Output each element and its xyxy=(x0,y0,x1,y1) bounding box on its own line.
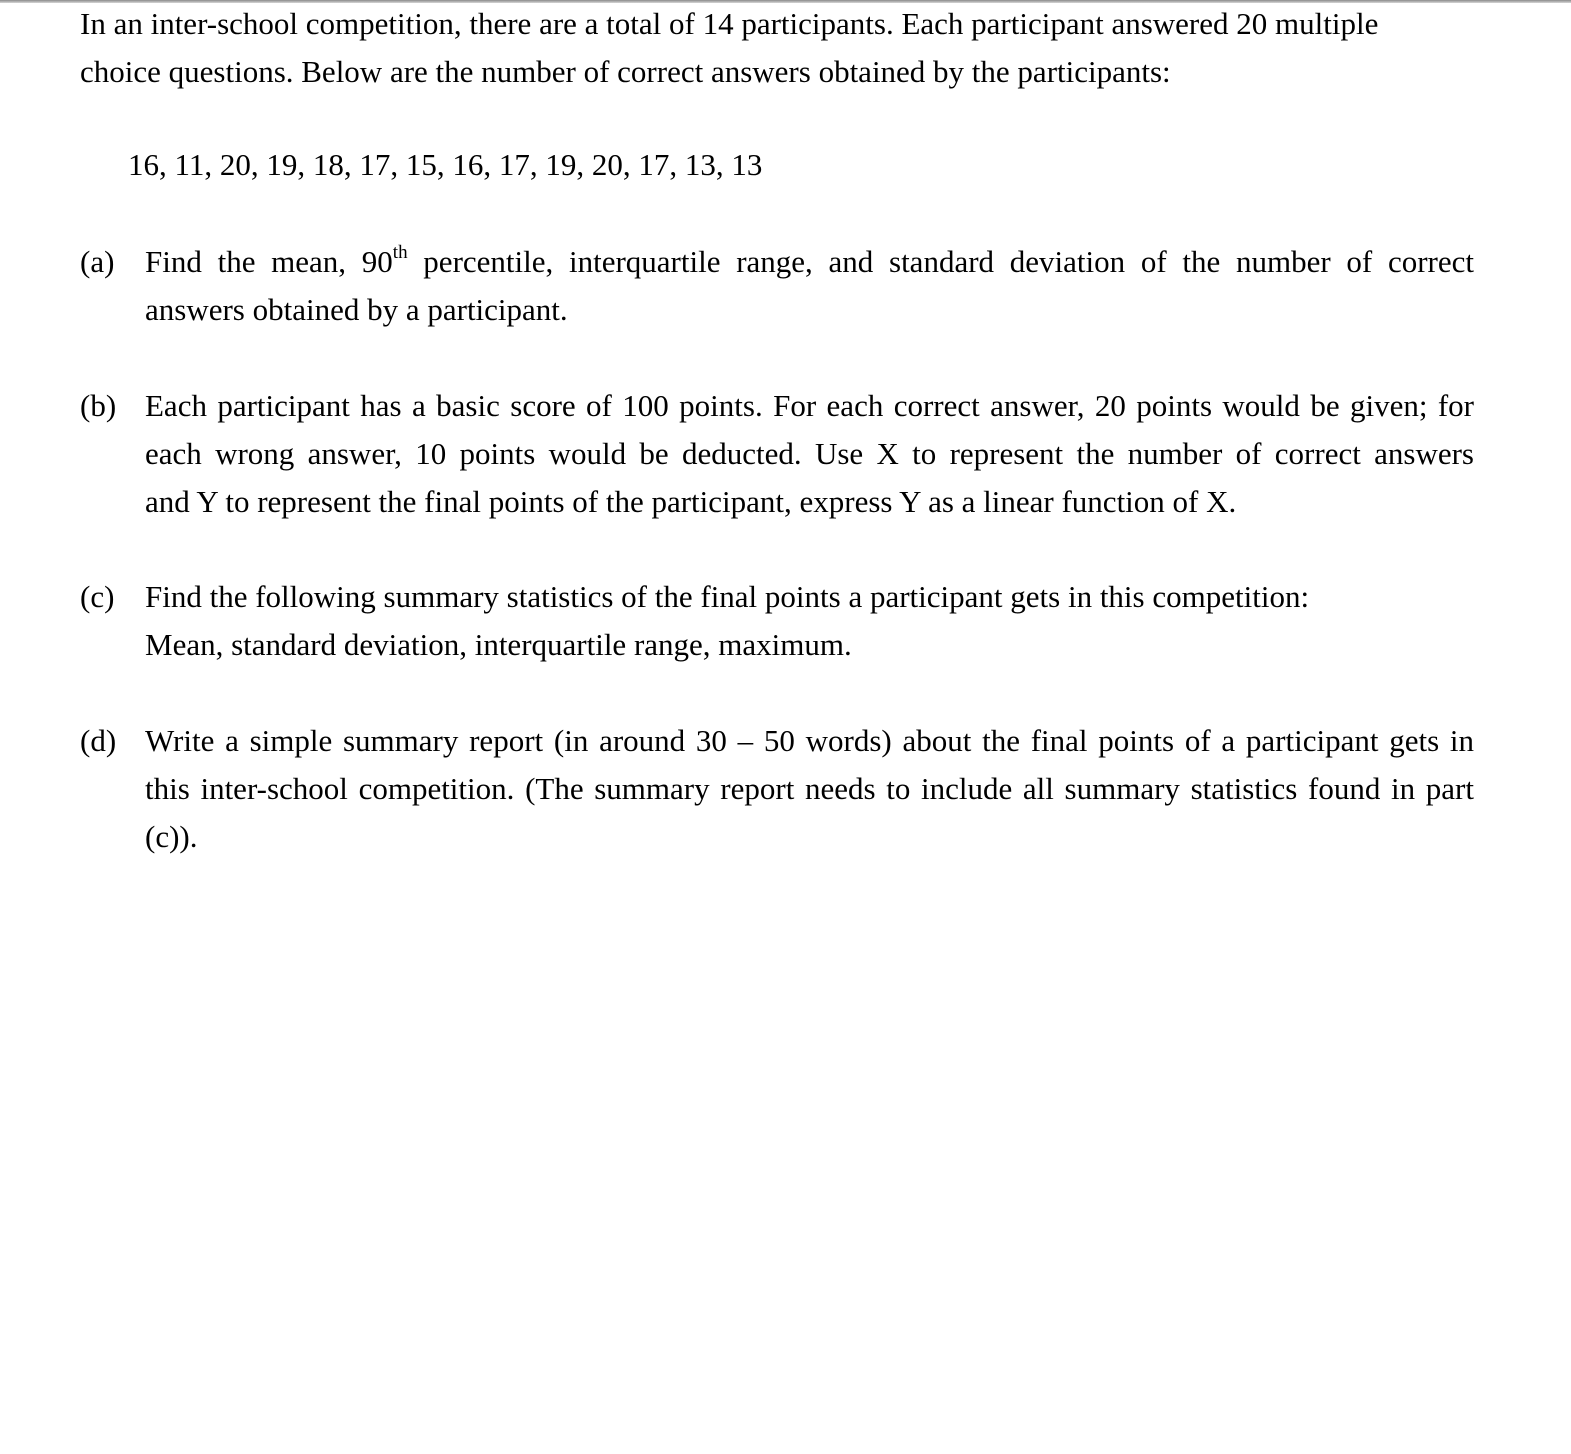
question-a-label: (a) xyxy=(80,244,115,279)
question-a-line-1 xyxy=(145,238,1474,286)
question-d-text xyxy=(145,717,1474,861)
question-c-line-1: Find the following summary statistics of the final points a participant gets in this competition: xyxy=(145,579,1310,614)
question-a-line-2: answers obtained by a participant. xyxy=(145,292,568,327)
question-a-text xyxy=(145,238,1474,334)
question-d-label: (d) xyxy=(80,723,117,758)
question-c-text xyxy=(145,573,1474,669)
question-b-text xyxy=(145,382,1474,526)
question-d xyxy=(80,717,1474,861)
question-c-line-2: Mean, standard deviation, interquartile range, maximum. xyxy=(145,627,852,662)
question-c-label: (c) xyxy=(80,579,115,614)
intro-line-1: In an inter-school competition, there are a total of 14 participants. Each participant answered 20 multiple xyxy=(80,6,1379,41)
question-b-line-3: and Y to represent the final points of the participant, express Y as a linear function of X. xyxy=(145,484,1237,519)
question-a xyxy=(80,238,1474,334)
question-c xyxy=(80,573,1474,669)
question-a-superscript: th xyxy=(392,242,408,263)
data-values: 16, 11, 20, 19, 18, 17, 15, 16, 17, 19, 20, 17, 13, 13 xyxy=(128,147,763,182)
question-b-label: (b) xyxy=(80,388,117,423)
intro-paragraph xyxy=(80,0,1474,96)
question-b xyxy=(80,382,1474,526)
question-d-line-3: (c)). xyxy=(145,819,198,854)
question-d-line-2: this inter-school competition. (The summary report needs to include all summary statistics found in part xyxy=(145,771,1474,806)
question-a-part-2: percentile, interquartile range, and standard deviation of the number of correct xyxy=(407,244,1474,279)
question-b-line-1: Each participant has a basic score of 100 points. For each correct answer, 20 points would be given; for xyxy=(145,388,1474,423)
intro-line-2: choice questions. Below are the number of correct answers obtained by the participants: xyxy=(80,54,1171,89)
question-b-line-2: each wrong answer, 10 points would be deducted. Use X to represent the number of correct answers xyxy=(145,436,1474,471)
question-d-line-1: Write a simple summary report (in around 30 – 50 words) about the final points of a participant gets in xyxy=(145,723,1474,758)
question-a-part-1: Find the mean, 90 xyxy=(145,244,393,279)
